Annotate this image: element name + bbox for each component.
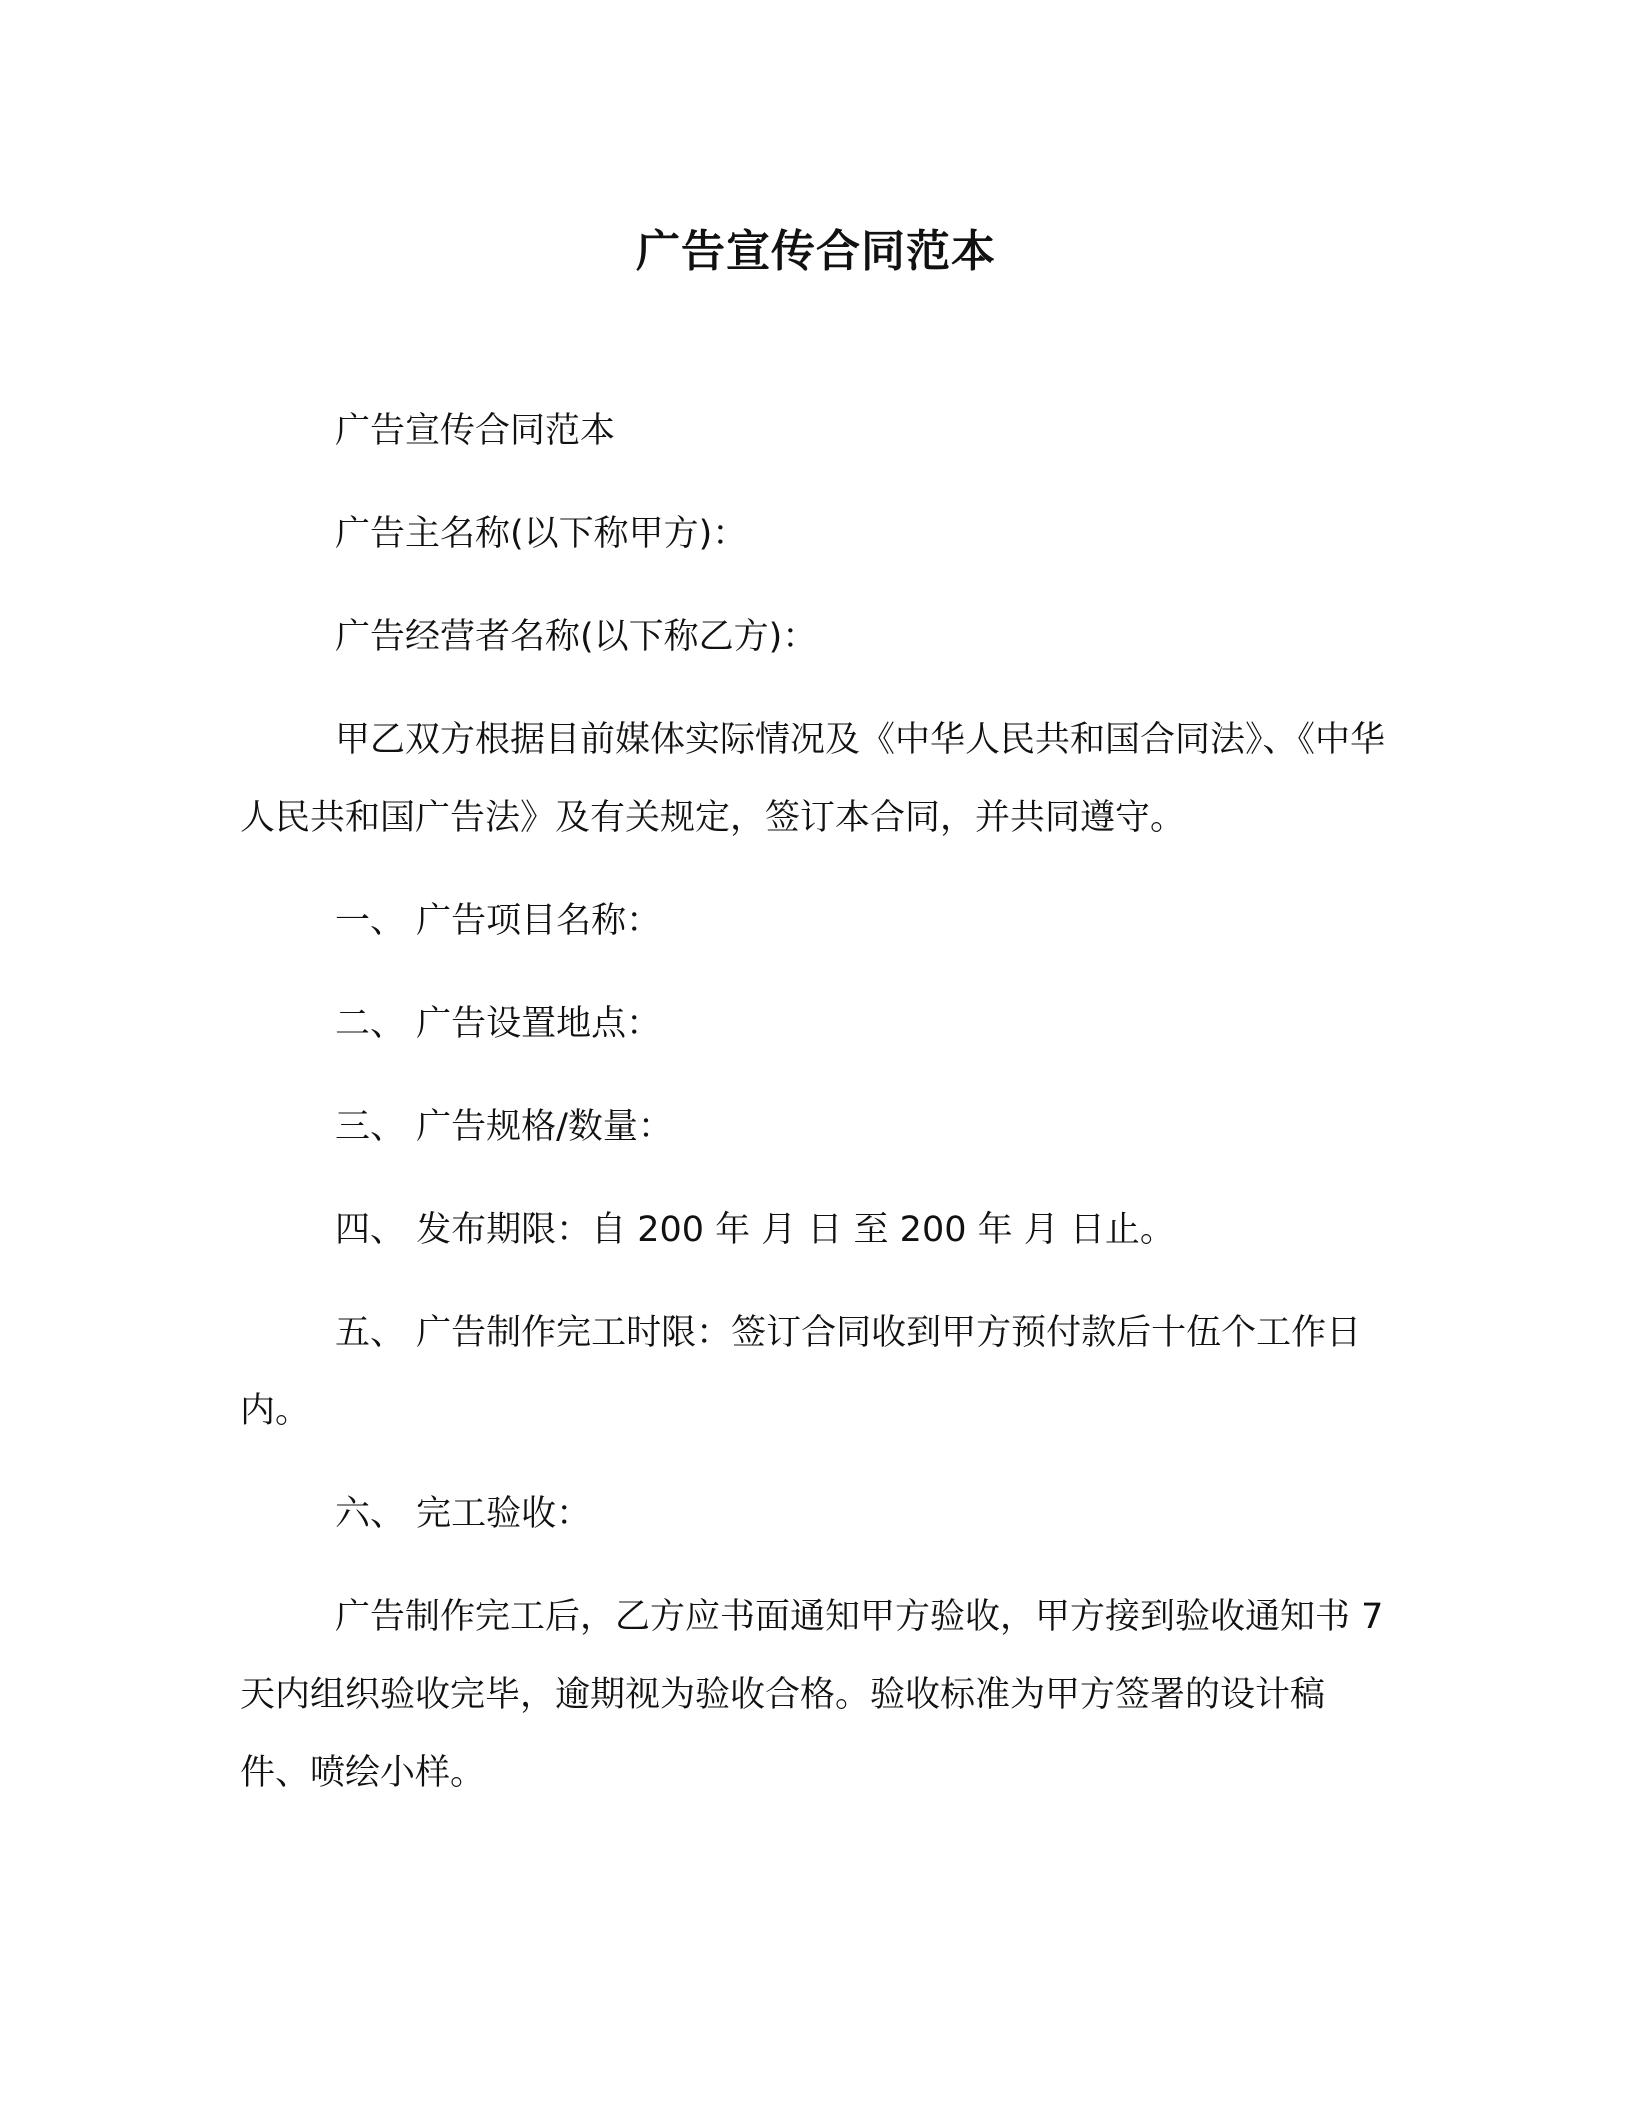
- clause-3: 三、 广告规格/数量：: [335, 1107, 673, 1147]
- clause-4: 四、 发布期限：自 200 年 月 日 至 200 年 月 日止。: [335, 1210, 1175, 1250]
- document-body: [240, 392, 1392, 1837]
- paragraph-preamble: 甲乙双方根据目前媒体实际情况及《中华人民共和国合同法》、《中华人民共和国广告法》及有关规定，签订本合同，并共同遵守。: [240, 720, 1386, 838]
- paragraph-party-b: 广告经营者名称(以下称乙方)：: [335, 617, 818, 657]
- clause-6: 六、 完工验收：: [335, 1494, 592, 1534]
- paragraph-subtitle: 广告宣传合同范本: [335, 411, 616, 451]
- clause-2: 二、 广告设置地点：: [335, 1004, 662, 1044]
- document-title: 广告宣传合同范本: [636, 226, 996, 277]
- clause-5: 五、 广告制作完工时限：签订合同收到甲方预付款后十伍个工作日内。: [240, 1313, 1362, 1431]
- clause-1: 一、 广告项目名称：: [335, 901, 662, 941]
- clause-6-detail: 广告制作完工后，乙方应书面通知甲方验收，甲方接到验收通知书 7 天内组织验收完毕，逾期视为验收合格。验收标准为甲方签署的设计稿件、喷绘小样。: [240, 1597, 1384, 1793]
- paragraph-party-a: 广告主名称(以下称甲方)：: [335, 514, 748, 554]
